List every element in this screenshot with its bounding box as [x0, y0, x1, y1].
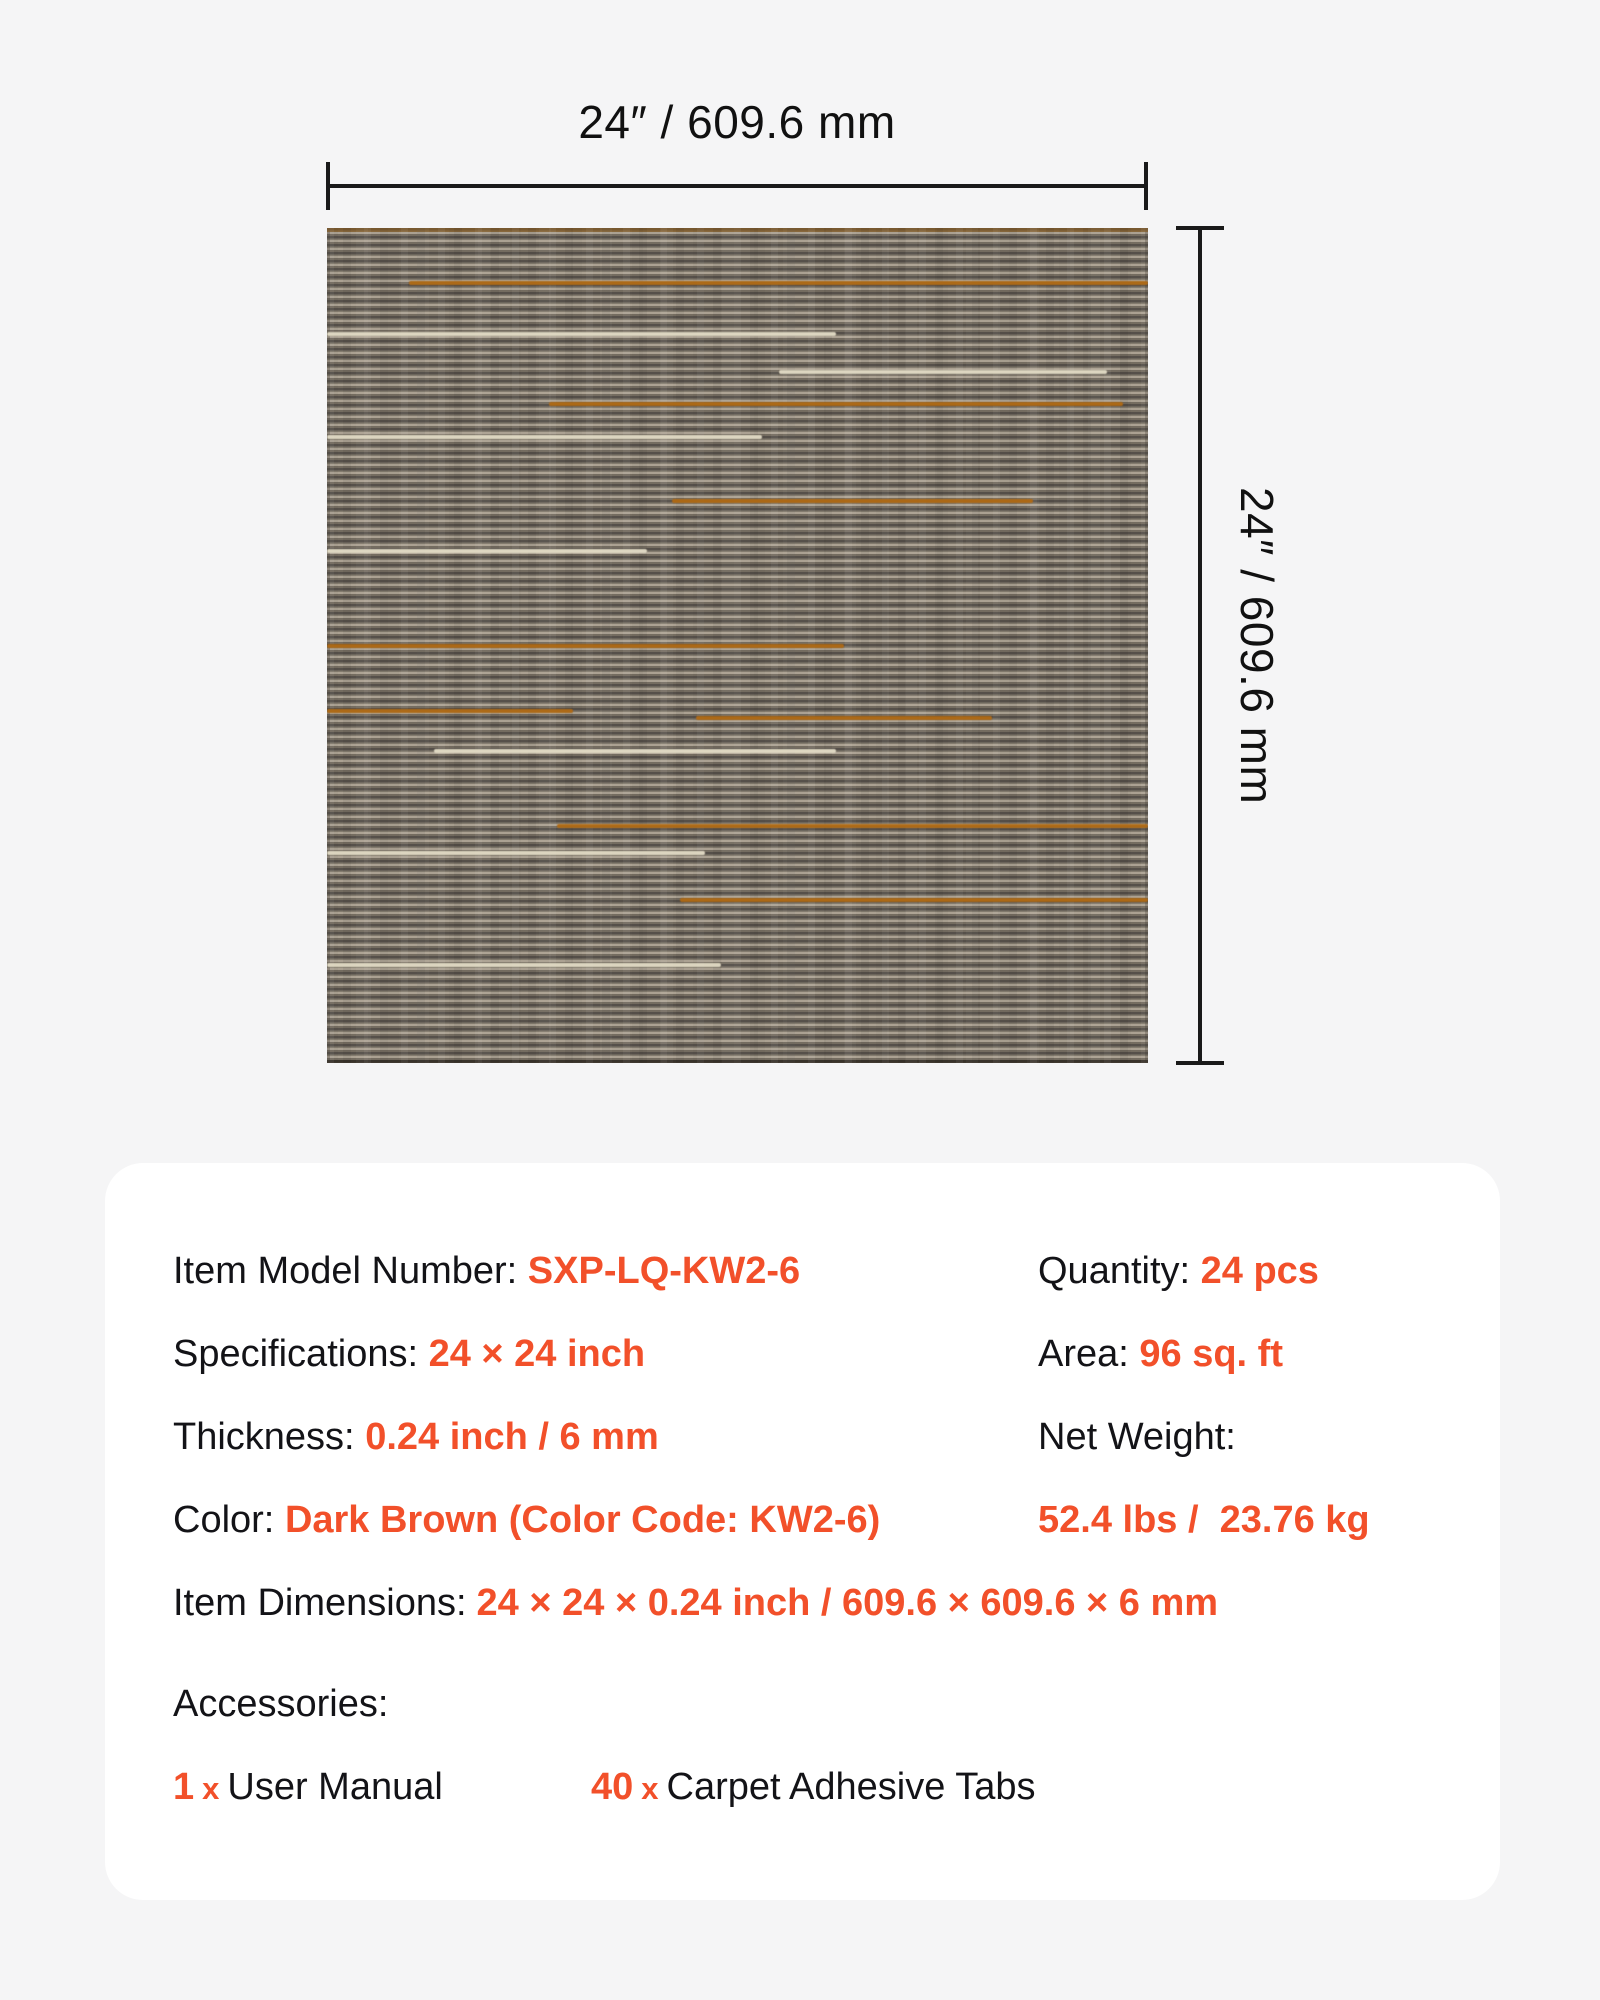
accessory-item-adhesive-tabs: [591, 1766, 1440, 1809]
accessory-times: x: [202, 1771, 220, 1806]
carpet-accent-stripe: [434, 749, 836, 753]
accessory-times: x: [641, 1771, 659, 1806]
spec-value: 52.4 lbs / 23.76 kg: [1038, 1499, 1370, 1541]
accessory-qty: 1: [173, 1766, 195, 1808]
spec-row-model-quantity: [173, 1230, 1440, 1313]
spec-label: Quantity:: [1038, 1250, 1191, 1292]
spec-label: Thickness:: [173, 1416, 355, 1458]
accessories-row: [173, 1746, 1440, 1829]
accessories-heading: Accessories:: [173, 1683, 389, 1725]
spec-row-thickness-weight: [173, 1396, 1440, 1479]
spec-net-weight-label: [1038, 1416, 1440, 1459]
carpet-accent-stripe: [327, 549, 647, 553]
height-dimension-label: 24″ / 609.6 mm: [1231, 486, 1283, 805]
carpet-accent-stripe: [327, 332, 836, 336]
spec-row-item-dimensions: [173, 1562, 1440, 1645]
spec-label: Area:: [1038, 1333, 1129, 1375]
width-dimension-line: [328, 184, 1146, 188]
spec-value: 24 × 24 inch: [428, 1333, 646, 1375]
carpet-accent-stripe: [409, 281, 1148, 285]
carpet-accent-stripe: [327, 709, 573, 713]
accessory-name: User Manual: [227, 1766, 443, 1808]
spec-card-content: [173, 1230, 1440, 1829]
carpet-accent-stripe: [696, 716, 992, 720]
carpet-accent-stripe: [327, 644, 844, 648]
accessory-name: Carpet Adhesive Tabs: [666, 1766, 1036, 1808]
carpet-accent-stripe: [557, 824, 1148, 828]
spec-value: 96 sq. ft: [1139, 1333, 1283, 1375]
carpet-accent-stripe: [327, 435, 762, 439]
spec-area: [1038, 1333, 1440, 1376]
spec-row-specifications-area: [173, 1313, 1440, 1396]
carpet-accent-stripe: [672, 499, 1033, 503]
carpet-accent-stripe: [779, 370, 1107, 374]
spec-label: Net Weight:: [1038, 1416, 1236, 1458]
spec-label: Item Dimensions:: [173, 1582, 467, 1624]
accessory-qty: 40: [591, 1766, 634, 1808]
spec-value: 24 × 24 × 0.24 inch / 609.6 × 609.6 × 6 mm: [476, 1582, 1219, 1624]
spec-value: SXP-LQ-KW2-6: [527, 1250, 801, 1292]
spec-label: Item Model Number:: [173, 1250, 518, 1292]
spec-label: Color:: [173, 1499, 275, 1541]
spec-value: Dark Brown (Color Code: KW2-6): [284, 1499, 881, 1541]
spec-value: 24 pcs: [1200, 1250, 1319, 1292]
spec-card: [105, 1163, 1500, 1900]
height-dimension-line: [1198, 228, 1202, 1063]
width-dimension-label: 24″ / 609.6 mm: [578, 96, 896, 148]
spec-row-color-weight-value: [173, 1479, 1440, 1562]
spec-item-model-number: [173, 1250, 1038, 1293]
spec-label: Specifications:: [173, 1333, 419, 1375]
carpet-accent-stripe: [680, 898, 1148, 902]
carpet-accent-stripe: [327, 851, 705, 855]
spec-quantity: [1038, 1250, 1440, 1293]
spec-net-weight-value: [1038, 1499, 1440, 1542]
carpet-accent-stripe: [549, 402, 1124, 406]
spec-color: [173, 1499, 1038, 1542]
spec-value: 0.24 inch / 6 mm: [365, 1416, 659, 1458]
spec-specifications: [173, 1333, 1038, 1376]
carpet-tile-photo: [327, 228, 1148, 1063]
carpet-accent-stripe: [327, 963, 721, 967]
accessory-item-user-manual: [173, 1766, 591, 1809]
spec-thickness: [173, 1416, 1038, 1459]
